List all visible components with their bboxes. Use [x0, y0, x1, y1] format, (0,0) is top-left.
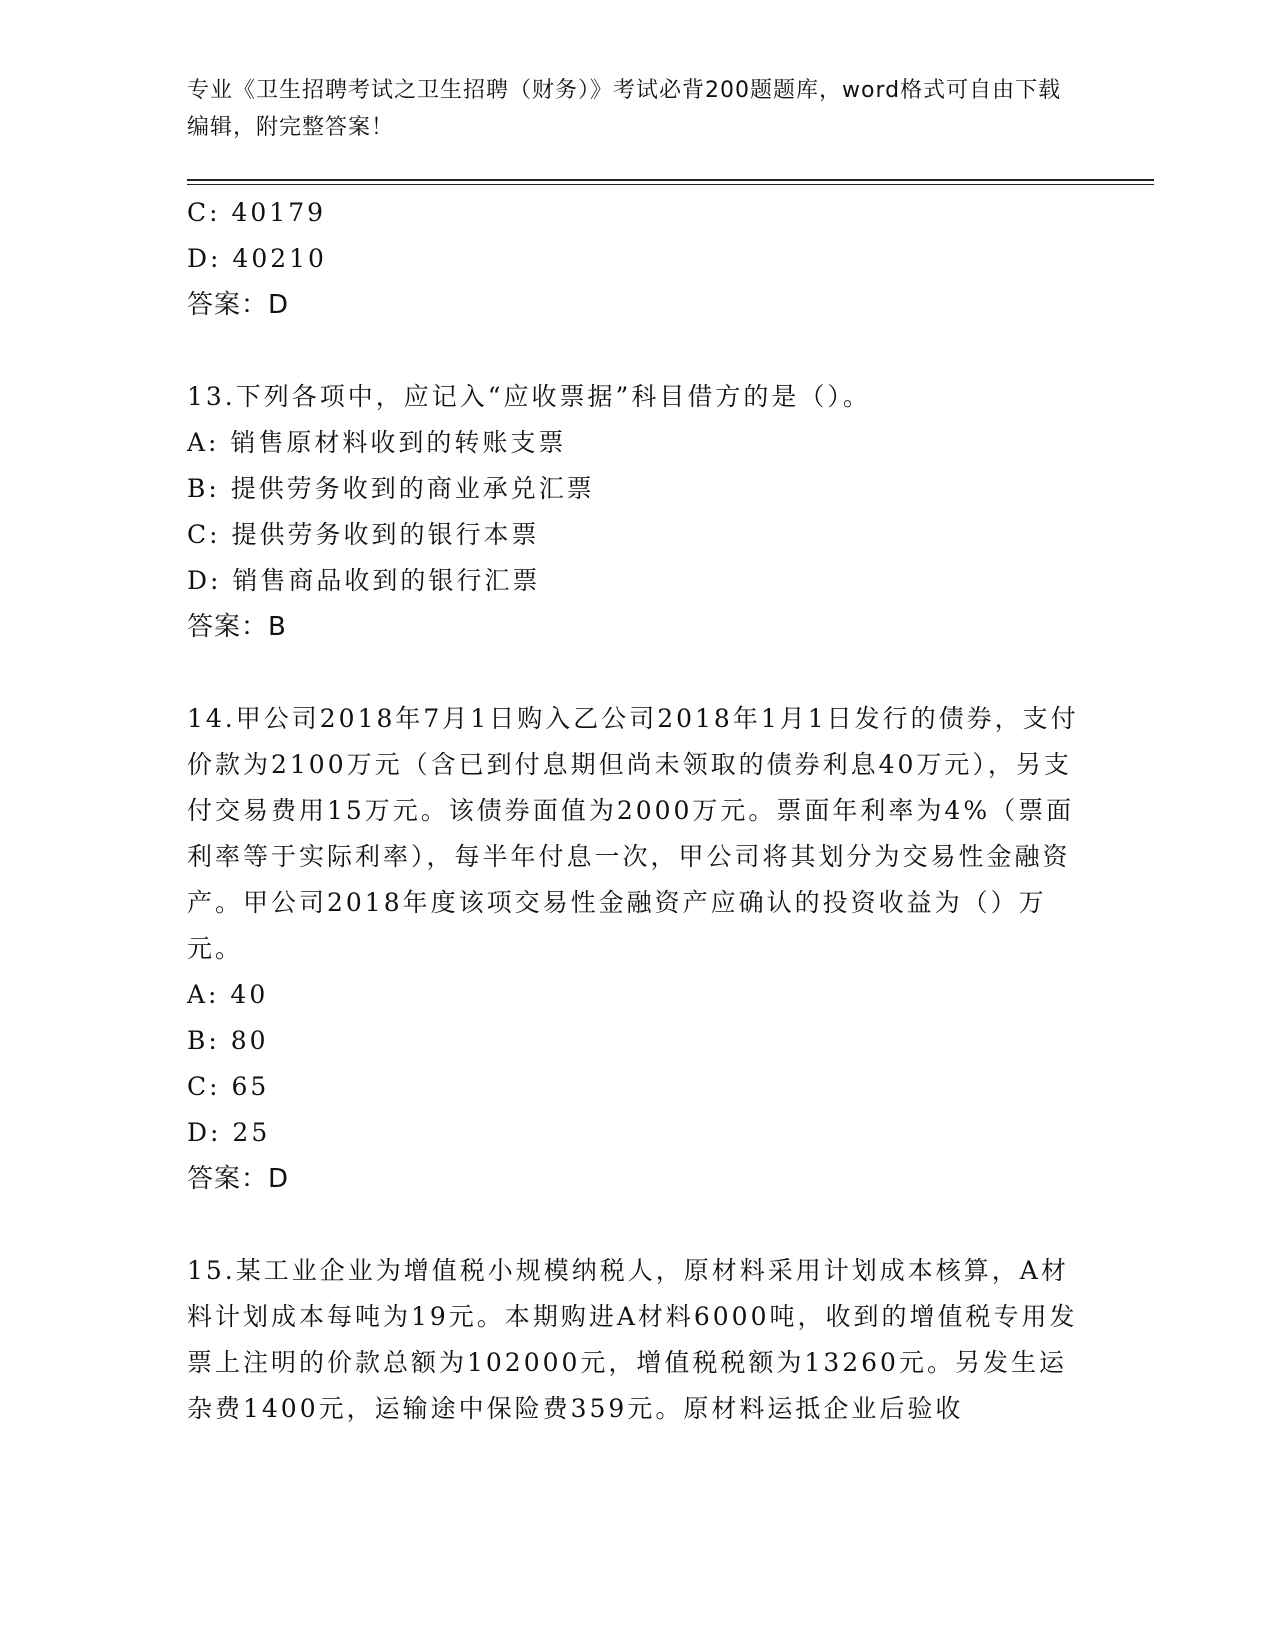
question-15	[187, 1248, 1087, 1432]
question-13	[187, 374, 1087, 650]
answer-label: 答案：B	[187, 612, 287, 642]
option-c: C: 65	[187, 1072, 270, 1101]
question-12-tail	[187, 190, 1087, 328]
header-title: 专业《卫生招聘考试之卫生招聘（财务）》考试必背200题题库，word格式可自由下载编辑，附完整答案！	[187, 78, 1062, 140]
option-d: D: 40210	[187, 244, 327, 273]
option-d: D: 25	[187, 1118, 271, 1147]
option-c: C: 40179	[187, 198, 327, 227]
option-d: D: 销售商品收到的银行汇票	[187, 566, 541, 595]
option-b: B: 提供劳务收到的商业承兑汇票	[187, 474, 595, 503]
header-divider-thin	[187, 184, 1154, 185]
question-list	[187, 190, 1087, 1432]
answer-label: 答案：D	[187, 290, 290, 320]
header-divider-thick	[187, 179, 1154, 181]
option-c: C: 提供劳务收到的银行本票	[187, 520, 540, 549]
question-stem: 13.下列各项中，应记入“应收票据”科目借方的是（）。	[187, 382, 871, 411]
document-header	[187, 72, 1067, 146]
option-a: A: 销售原材料收到的转账支票	[187, 428, 567, 457]
option-a: A: 40	[187, 980, 269, 1009]
option-b: B: 80	[187, 1026, 269, 1055]
question-stem: 15.某工业企业为增值税小规模纳税人，原材料采用计划成本核算，A材料计划成本每吨为19元。本期购进A材料6000吨，收到的增值税专用发票上注明的价款总额为102000元，增值税税额为13260元。另发生运杂费1400元，运输途中保险费359元。原材料运抵企业后验收	[187, 1256, 1078, 1423]
question-stem: 14.甲公司2018年7月1日购入乙公司2018年1月1日发行的债券，支付价款为2100万元（含已到付息期但尚未领取的债券利息40万元），另支付交易费用15万元。该债券面值为2000万元。票面年利率为4%（票面利率等于实际利率），每半年付息一次，甲公司将其划分为交易性金融资产。甲公司2018年度该项交易性金融资产应确认的投资收益为（）万元。	[187, 704, 1079, 963]
question-14	[187, 696, 1087, 1202]
answer-label: 答案：D	[187, 1164, 290, 1194]
